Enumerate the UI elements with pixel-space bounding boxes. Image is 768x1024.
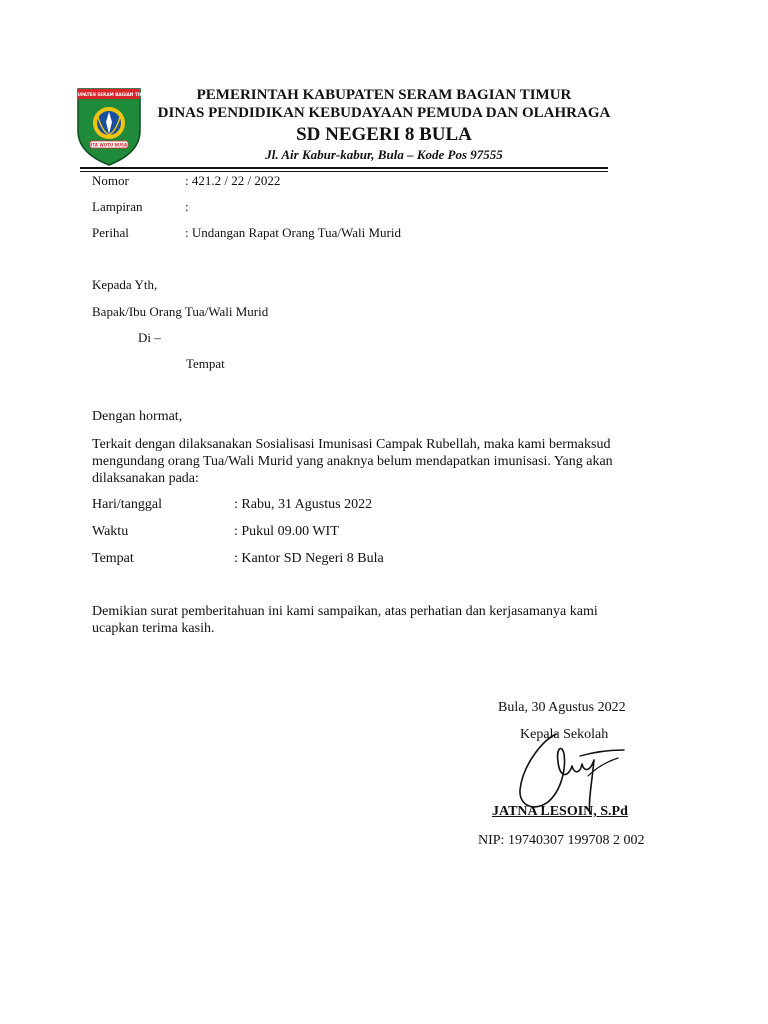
- detail-hari-value: : Rabu, 31 Agustus 2022: [234, 497, 373, 512]
- recipient-tempat: Tempat: [186, 356, 225, 371]
- detail-tempat-label: Tempat: [92, 551, 134, 566]
- letterhead-divider-thick: [80, 167, 608, 169]
- signature-nip: NIP: 19740307 199708 2 002: [478, 833, 645, 848]
- closing-line2: ucapkan terima kasih.: [92, 621, 215, 636]
- meta-nomor-label: Nomor: [92, 173, 129, 188]
- letterhead-divider-thin: [80, 171, 608, 172]
- closing-line1: Demikian surat pemberitahuan ini kami sampaikan, atas perhatian dan kerjasamanya kami: [92, 604, 598, 619]
- letterhead-address: Jl. Air Kabur-kabur, Bula – Kode Pos 97555: [265, 147, 503, 162]
- letterhead-department: DINAS PENDIDIKAN KEBUDAYAAN PEMUDA DAN OLAHRAGA: [157, 105, 611, 121]
- logo-ribbon-text: ITA WOTU NUSA: [90, 142, 128, 148]
- signature-place-date: Bula, 30 Agustus 2022: [498, 700, 626, 715]
- para1-line3: dilaksanakan pada:: [92, 471, 199, 486]
- recipient-di: Di –: [138, 330, 161, 345]
- meta-nomor-value: : 421.2 / 22 / 2022: [185, 173, 281, 188]
- recipient-kepada: Kepada Yth,: [92, 277, 158, 292]
- greeting: Dengan hormat,: [92, 409, 183, 424]
- para1-line2: mengundang orang Tua/Wali Murid yang anaknya belum mendapatkan imunisasi. Yang akan: [92, 454, 613, 469]
- detail-waktu-value: : Pukul 09.00 WIT: [234, 524, 339, 539]
- meta-perihal-value: : Undangan Rapat Orang Tua/Wali Murid: [185, 225, 401, 240]
- signature-name: JATNA LESOIN, S.Pd: [492, 804, 628, 819]
- para1-line1: Terkait dengan dilaksanakan Sosialisasi Imunisasi Campak Rubellah, maka kami bermaksud: [92, 437, 611, 452]
- meta-lampiran-value: :: [185, 199, 189, 214]
- recipient-name: Bapak/Ibu Orang Tua/Wali Murid: [92, 304, 269, 319]
- detail-waktu-label: Waktu: [92, 524, 129, 539]
- meta-perihal-label: Perihal: [92, 225, 129, 240]
- meta-lampiran-label: Lampiran: [92, 199, 143, 214]
- logo-banner-text: KABUPATEN SERAM BAGIAN TIMUR: [67, 92, 151, 97]
- letterhead-government: PEMERINTAH KABUPATEN SERAM BAGIAN TIMUR: [196, 87, 572, 103]
- detail-hari-label: Hari/tanggal: [92, 497, 162, 512]
- signature-position: Kepala Sekolah: [520, 727, 609, 742]
- detail-tempat-value: : Kantor SD Negeri 8 Bula: [234, 551, 384, 566]
- letterhead-school: SD NEGERI 8 BULA: [296, 124, 472, 145]
